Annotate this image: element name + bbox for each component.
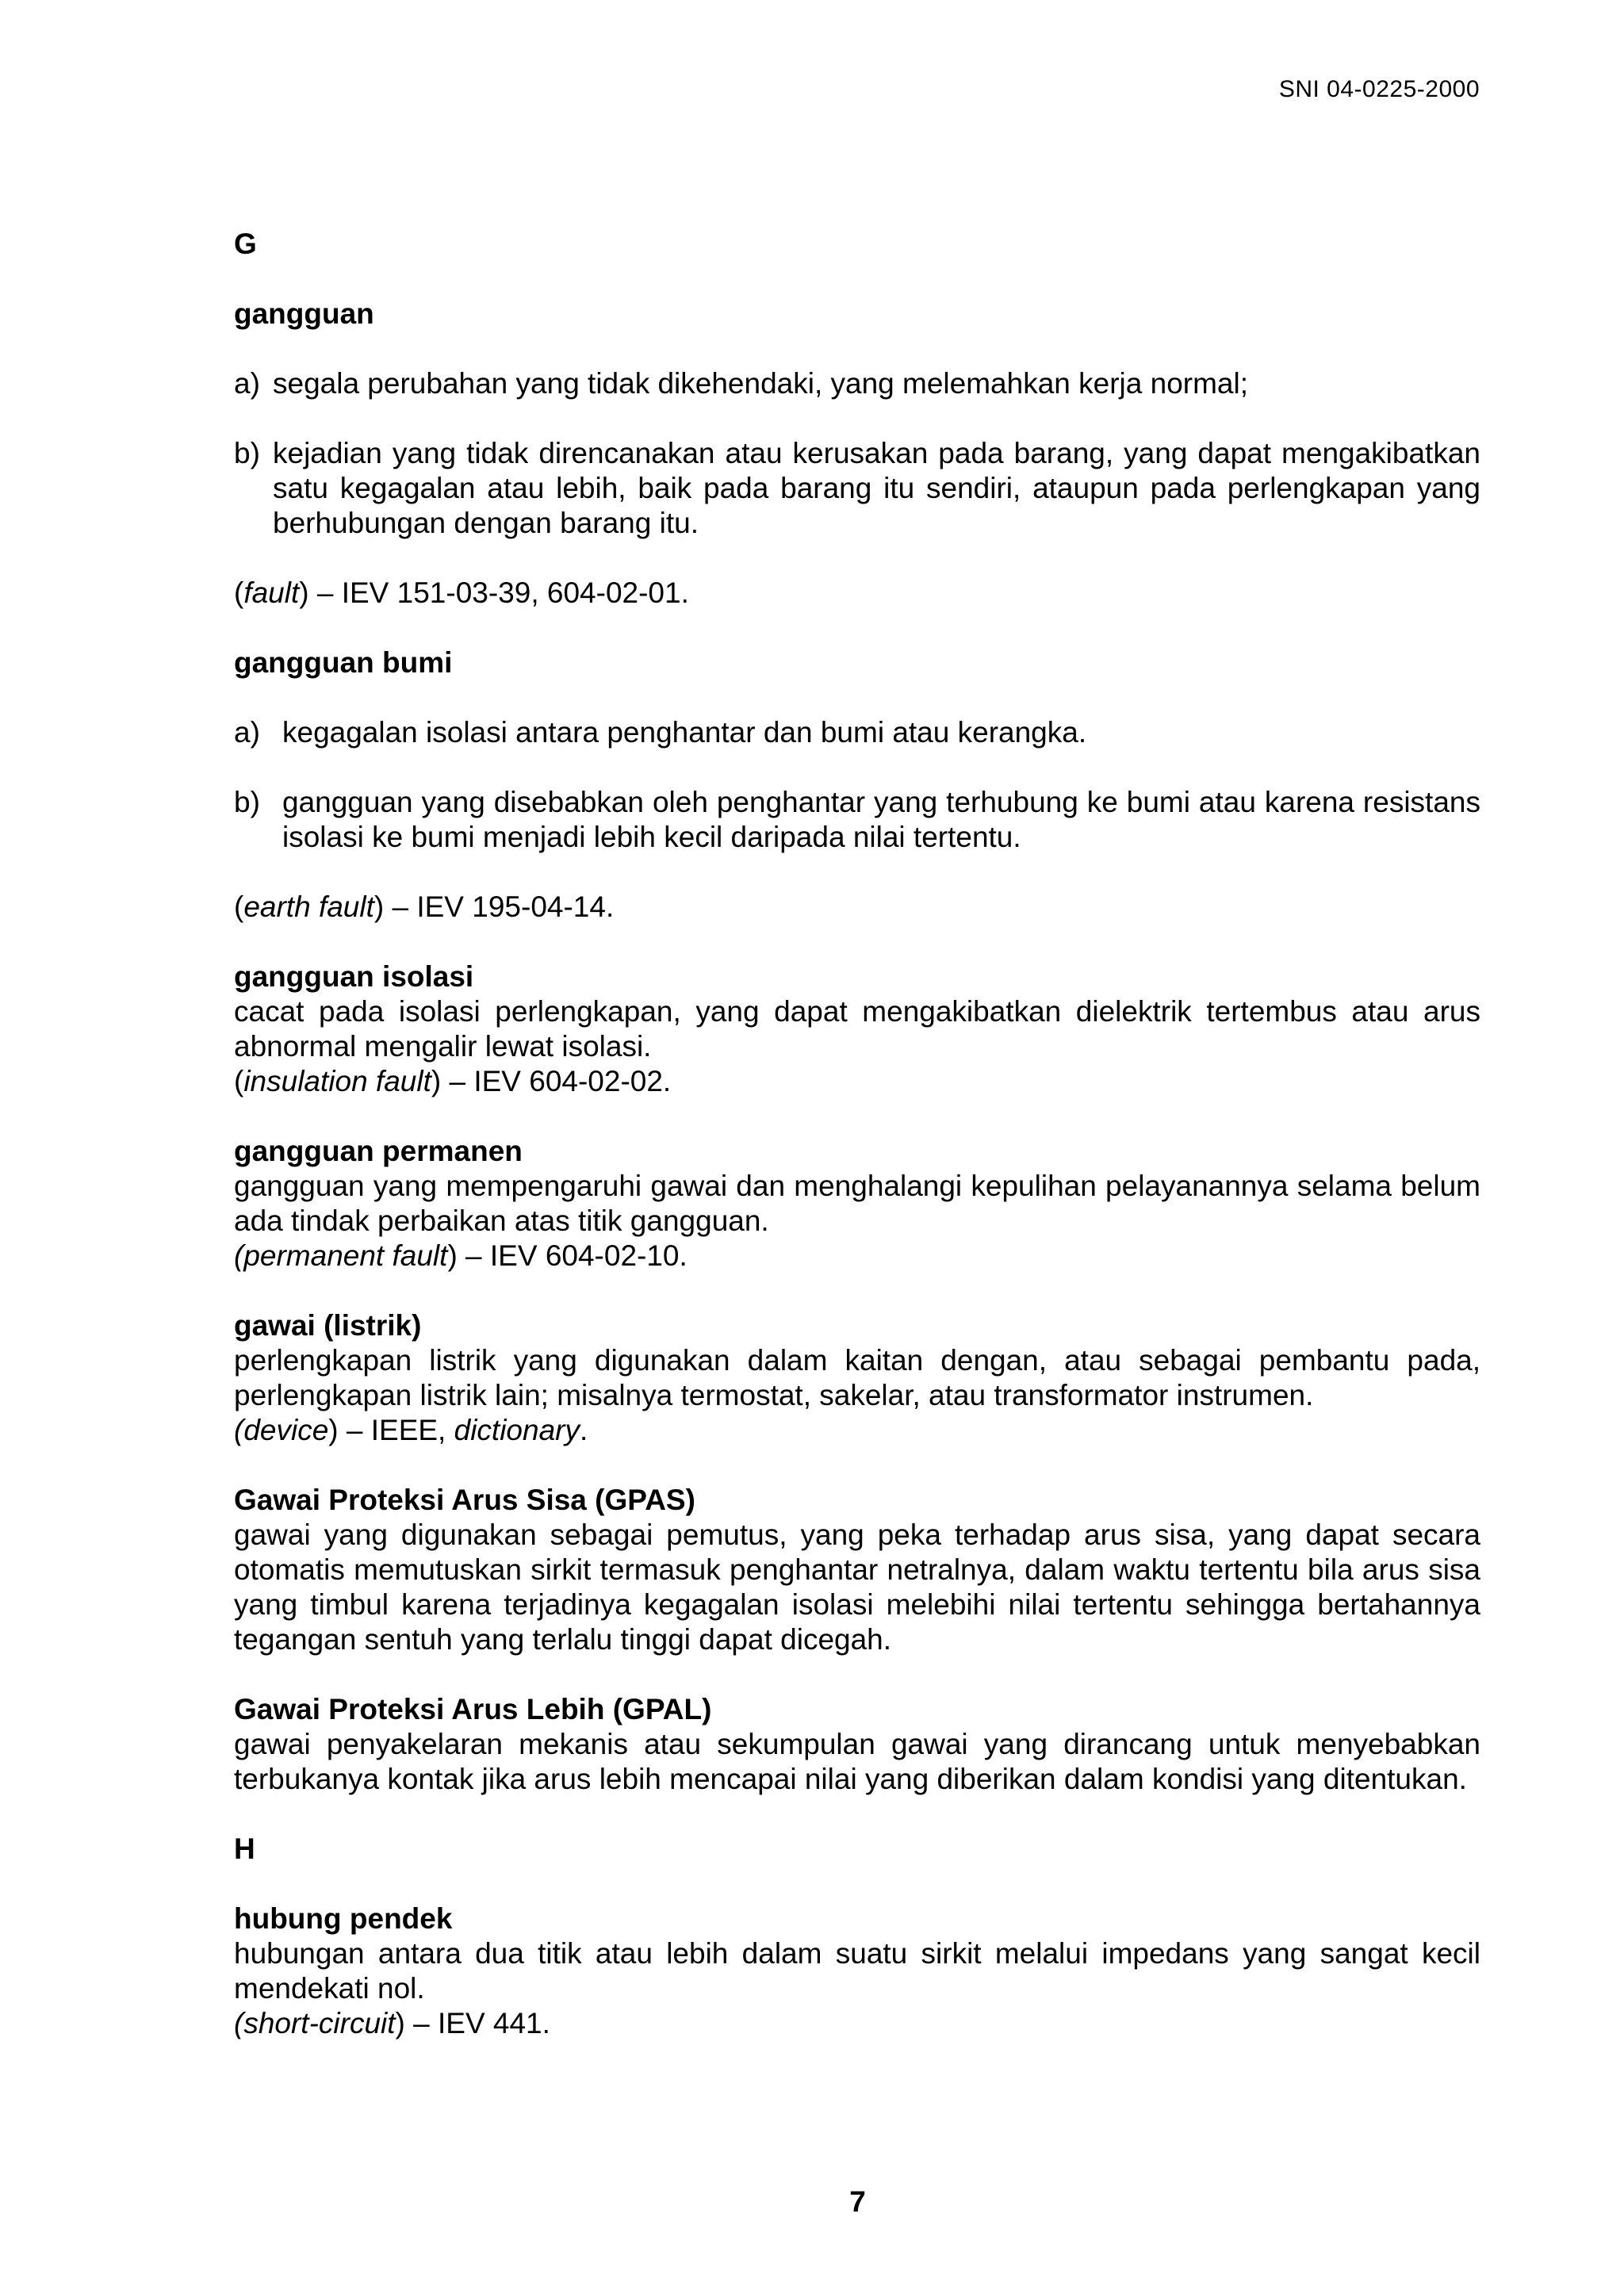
document-code-header: SNI 04-0225-2000 — [1278, 76, 1480, 102]
definition: hubungan antara dua titik atau lebih dalam suatu sirkit melalui impedans yang sangat kecil mendekati nol. — [234, 1937, 1480, 2005]
term-gangguan-isolasi: gangguan isolasi — [234, 960, 474, 993]
list-text: segala perubahan yang tidak dikehendaki, yang melemahkan kerja normal; — [273, 367, 1248, 400]
glossary-content — [234, 227, 1480, 2076]
reference: (insulation fault) – IEV 604-02-02. — [234, 1065, 672, 1097]
reference-gangguan: (fault) – IEV 151-03-39, 604-02-01. — [234, 576, 689, 609]
page-number: 7 — [849, 2185, 866, 2218]
list-label: b) — [234, 437, 260, 469]
term-gangguan-permanen: gangguan permanen — [234, 1135, 523, 1167]
list-item — [234, 715, 1480, 750]
entry-gangguan-isolasi — [234, 959, 1480, 1099]
list-label: b) — [234, 786, 260, 818]
term-gpal: Gawai Proteksi Arus Lebih (GPAL) — [234, 1693, 712, 1725]
list-text: kejadian yang tidak direncanakan atau kerusakan pada barang, yang dapat mengakibatkan satu kegagalan atau lebih, baik pada barang itu sendiri, ataupun pada perlengkapan yang berhubungan dengan barang itu. — [273, 437, 1480, 539]
list-item — [234, 436, 1480, 541]
definition: gawai yang digunakan sebagai pemutus, yang peka terhadap arus sisa, yang dapat secara otomatis memutuskan sirkit termasuk penghantar netralnya, dalam waktu tertentu bila arus sisa yang timbul karena terjadinya kegagalan isolasi melebihi nilai tertentu sehingga bertahannya tegangan sentuh yang terlalu tinggi dapat dicegah. — [234, 1518, 1480, 1656]
term-gpas: Gawai Proteksi Arus Sisa (GPAS) — [234, 1484, 695, 1516]
list-item — [234, 785, 1480, 855]
reference: (device) – IEEE, dictionary. — [234, 1414, 588, 1446]
definition: perlengkapan listrik yang digunakan dalam kaitan dengan, atau sebagai pembantu pada, perlengkapan listrik lain; misalnya termostat, sakelar, atau transformator instrumen. — [234, 1344, 1480, 1411]
term-gangguan-bumi: gangguan bumi — [234, 646, 453, 679]
list-text: kegagalan isolasi antara penghantar dan bumi atau kerangka. — [282, 716, 1087, 749]
list-label: a) — [234, 367, 260, 400]
definition: cacat pada isolasi perlengkapan, yang dapat mengakibatkan dielektrik tertembus atau arus abnormal mengalir lewat isolasi. — [234, 995, 1480, 1063]
reference: (permanent fault) – IEV 604-02-10. — [234, 1239, 688, 1272]
term-gawai-listrik: gawai (listrik) — [234, 1309, 422, 1342]
section-letter-g: G — [234, 228, 257, 260]
entry-gangguan-permanen — [234, 1134, 1480, 1273]
section-letter-h: H — [234, 1833, 255, 1865]
list-label: a) — [234, 716, 260, 749]
reference-gangguan-bumi: (earth fault) – IEV 195-04-14. — [234, 890, 615, 923]
entry-gawai-listrik — [234, 1308, 1480, 1448]
entry-gpas — [234, 1483, 1480, 1657]
definition: gawai penyakelaran mekanis atau sekumpulan gawai yang dirancang untuk menyebabkan terbukanya kontak jika arus lebih mencapai nilai yang diberikan dalam kondisi yang ditentukan. — [234, 1728, 1480, 1795]
term-hubung-pendek: hubung pendek — [234, 1902, 453, 1935]
list-text: gangguan yang disebabkan oleh penghantar yang terhubung ke bumi atau karena resistans isolasi ke bumi menjadi lebih kecil daripada nilai tertentu. — [282, 786, 1480, 853]
reference: (short-circuit) – IEV 441. — [234, 2007, 550, 2039]
term-gangguan: gangguan — [234, 297, 374, 330]
definition: gangguan yang mempengaruhi gawai dan menghalangi kepulihan pelayanannya selama belum ada tindak perbaikan atas titik gangguan. — [234, 1170, 1480, 1237]
entry-gpal — [234, 1692, 1480, 1797]
list-item — [234, 366, 1480, 401]
entry-hubung-pendek — [234, 1901, 1480, 2041]
